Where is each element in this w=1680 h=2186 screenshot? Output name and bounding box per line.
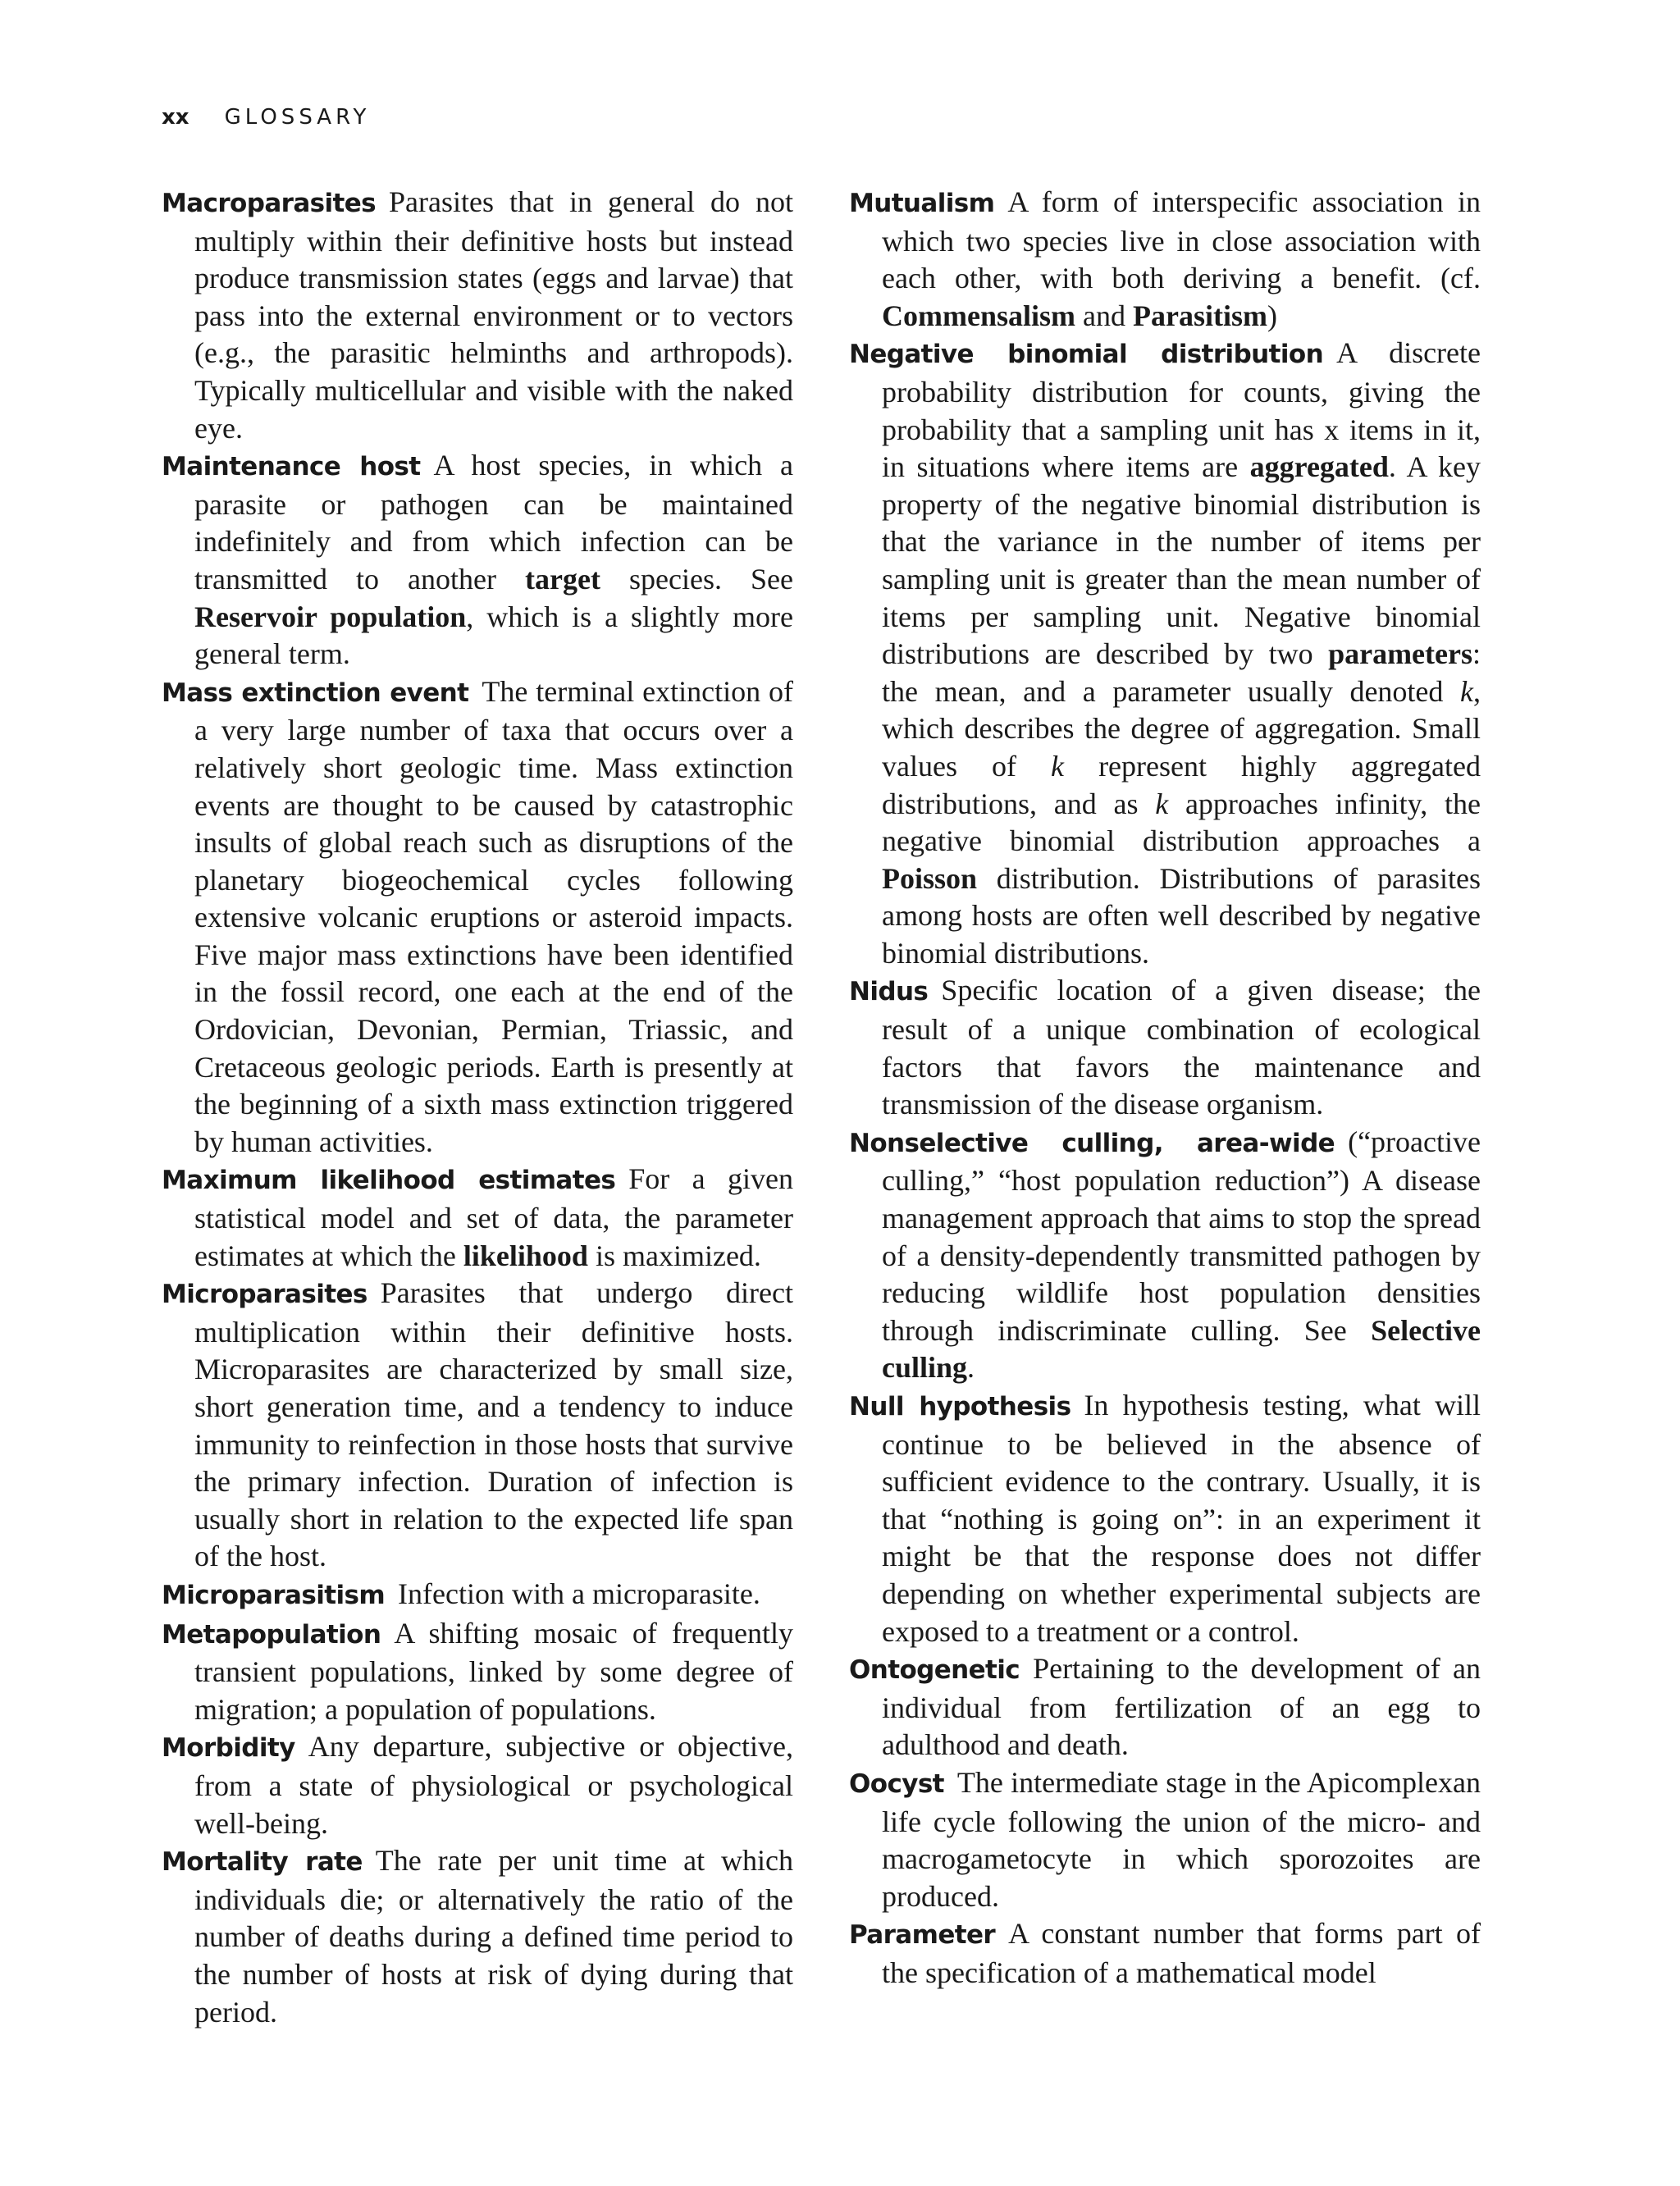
- glossary-entry: [849, 335, 1481, 972]
- definition-text: The intermediate stage in the Apicomplexan life cycle following the union of the micro- and macrogametocyte in which sporozoites are produced.: [882, 1765, 1481, 1913]
- right-column: [849, 184, 1481, 1992]
- glossary-entry: [849, 184, 1481, 335]
- definition-text: A form of interspecific association in which two species live in close association with each other, with both deriving a benefit. (cf.: [882, 185, 1481, 295]
- glossary-entry: [162, 1275, 793, 1576]
- definition-text: , which is a slightly more general term.: [194, 600, 793, 671]
- glossary-entry: [162, 1728, 793, 1842]
- page-header: [162, 105, 370, 130]
- glossary-term: Negative binomial distribution: [849, 340, 1324, 370]
- glossary-entry: [162, 1576, 793, 1615]
- glossary-term: Maintenance host: [162, 452, 421, 482]
- cross-reference: target: [525, 562, 600, 596]
- glossary-entry: [162, 1615, 793, 1729]
- glossary-term: Nidus: [849, 977, 929, 1007]
- left-column: [162, 184, 793, 2031]
- glossary-entry: [849, 1387, 1481, 1650]
- glossary-term: Microparasites: [162, 1280, 368, 1310]
- definition-text: A discrete probability distribution for counts, giving the probability that a sampling unit has x items in it, in situations where items are: [882, 336, 1481, 484]
- glossary-term: Metapopulation: [162, 1619, 381, 1650]
- definition-text: ): [1267, 299, 1277, 332]
- definition-text: k: [1460, 674, 1473, 708]
- definition-text: : the mean, and a parameter usually denoted: [882, 637, 1481, 708]
- glossary-entry: [849, 1764, 1481, 1915]
- cross-reference: Selective culling: [882, 1313, 1481, 1385]
- cross-reference: aggregated: [1249, 450, 1389, 484]
- glossary-entry: [162, 184, 793, 447]
- glossary-entry: [849, 1124, 1481, 1387]
- definition-text: and: [1075, 299, 1133, 332]
- glossary-term: Mass extinction event: [162, 678, 469, 708]
- cross-reference: Parasitism: [1132, 299, 1267, 332]
- glossary-term: Mortality rate: [162, 1847, 363, 1878]
- cross-reference: Poisson: [882, 861, 978, 895]
- definition-text: A shifting mosaic of frequently transient populations, linked by some degree of migration; a population of populations.: [194, 1616, 793, 1726]
- glossary-term: Maximum likelihood estimates: [162, 1166, 616, 1196]
- cross-reference: likelihood: [463, 1239, 588, 1272]
- definition-text: k: [1155, 787, 1169, 820]
- glossary-entry: [162, 673, 793, 1161]
- cross-reference: Commensalism: [882, 299, 1075, 332]
- definition-text: Specific location of a given disease; the result of a unique combination of ecological factors that favors the maintenance and transmission of the disease organism.: [882, 974, 1481, 1121]
- glossary-term: Null hypothesis: [849, 1392, 1071, 1422]
- glossary-term: Macroparasites: [162, 189, 377, 218]
- definition-text: The terminal extinction of a very large number of taxa that occurs over a relatively short geologic time. Mass extinction events are thought to be caused by catastrophic insults of global reach such as disruptions of the planetary biogeochemical cycles following extensive volcanic eruptions or asteroid impacts. Five major mass extinctions have been identified in the fossil record, one each at the end of the Ordovician, Devonian, Permian, Triassic, and Cretaceous geologic periods. Earth is presently at the beginning of a sixth mass extinction triggered by human activities.: [194, 674, 794, 1158]
- definition-text: Parasites that in general do not multiply within their definitive hosts but instead produce transmission states (eggs and larvae) that pass into the external environment or to vectors (e.g., the parasitic helminths and arthropods). Typically multicellular and visible with the naked eye.: [194, 185, 793, 445]
- glossary-term: Mutualism: [849, 189, 995, 218]
- glossary-term: Microparasitism: [162, 1580, 386, 1610]
- definition-text: approaches infinity, the negative binomial distribution approaches a: [882, 787, 1481, 858]
- glossary-entry: [849, 1650, 1481, 1764]
- cross-reference: Reservoir population: [194, 600, 467, 633]
- definition-text: Pertaining to the development of an individual from fertilization of an egg to adulthood and death.: [882, 1652, 1481, 1762]
- definition-text: A host species, in which a parasite or pathogen can be maintained indefinitely and from which infection can be transmitted to another: [194, 449, 793, 596]
- definition-text: . A key property of the negative binomial distribution is that the variance in the number of items per sampling unit is greater than the mean number of items per sampling unit. Negative binomial distributions are described by two: [882, 450, 1481, 671]
- glossary-entry: [849, 972, 1481, 1123]
- cross-reference: parameters: [1328, 637, 1472, 671]
- definition-text: is maximized.: [587, 1239, 761, 1272]
- definition-text: The rate per unit time at which individuals die; or alternatively the ratio of the number of deaths during a defined time period to the number of hosts at risk of dying during that period.: [194, 1844, 793, 2029]
- definition-text: , which describes the degree of aggregation. Small values of: [882, 674, 1481, 783]
- definition-text: For a given statistical model and set of data, the parameter estimates at which the: [194, 1162, 794, 1272]
- definition-text: represent highly aggregated distributions, and as: [882, 749, 1481, 820]
- definition-text: (“proactive culling,” “host population reduction”) A disease management approach that aims to stop the spread of a density-dependently transmitted pathogen by reducing wildlife host population densities through indiscriminate culling. See: [882, 1125, 1481, 1347]
- definition-text: k: [1051, 749, 1065, 783]
- glossary-term: Ontogenetic: [849, 1655, 1020, 1686]
- glossary-entry: [162, 447, 793, 673]
- definition-text: Any departure, subjective or objective, from a state of physiological or psychological well-being.: [194, 1730, 793, 1840]
- definition-text: In hypothesis testing, what will continue to be believed in the absence of sufficient evidence to the contrary. Usually, it is that “nothing is going on”: in an experiment it might be that the response does not differ depending on whether experimental subjects are exposed to a treatment or a control.: [882, 1389, 1481, 1648]
- definition-text: Parasites that undergo direct multiplication within their definitive hosts. Microparasites are characterized by small size, short generation time, and a tendency to induce immunity to reinfection in those hosts that survive the primary infection. Duration of infection is usually short in relation to the expected life span of the host.: [194, 1276, 793, 1573]
- glossary-term: Morbidity: [162, 1733, 295, 1764]
- running-head: GLOSSARY: [224, 105, 371, 130]
- glossary-entry: [162, 1161, 793, 1275]
- definition-text: Infection with a microparasite.: [398, 1577, 760, 1610]
- glossary-term: Nonselective culling, area-wide: [849, 1128, 1335, 1158]
- definition-text: distribution. Distributions of parasites among hosts are often well described by negative binomial distributions.: [882, 861, 1481, 970]
- glossary-term: Parameter: [849, 1920, 996, 1951]
- definition-text: .: [967, 1351, 975, 1385]
- glossary-term: Oocyst: [849, 1768, 944, 1799]
- definition-text: species. See: [600, 562, 794, 596]
- page-number: xx: [162, 105, 189, 130]
- glossary-entry: [849, 1915, 1481, 1992]
- definition-text: A constant number that forms part of the specification of a mathematical model: [882, 1917, 1481, 1989]
- glossary-entry: [162, 1842, 793, 2031]
